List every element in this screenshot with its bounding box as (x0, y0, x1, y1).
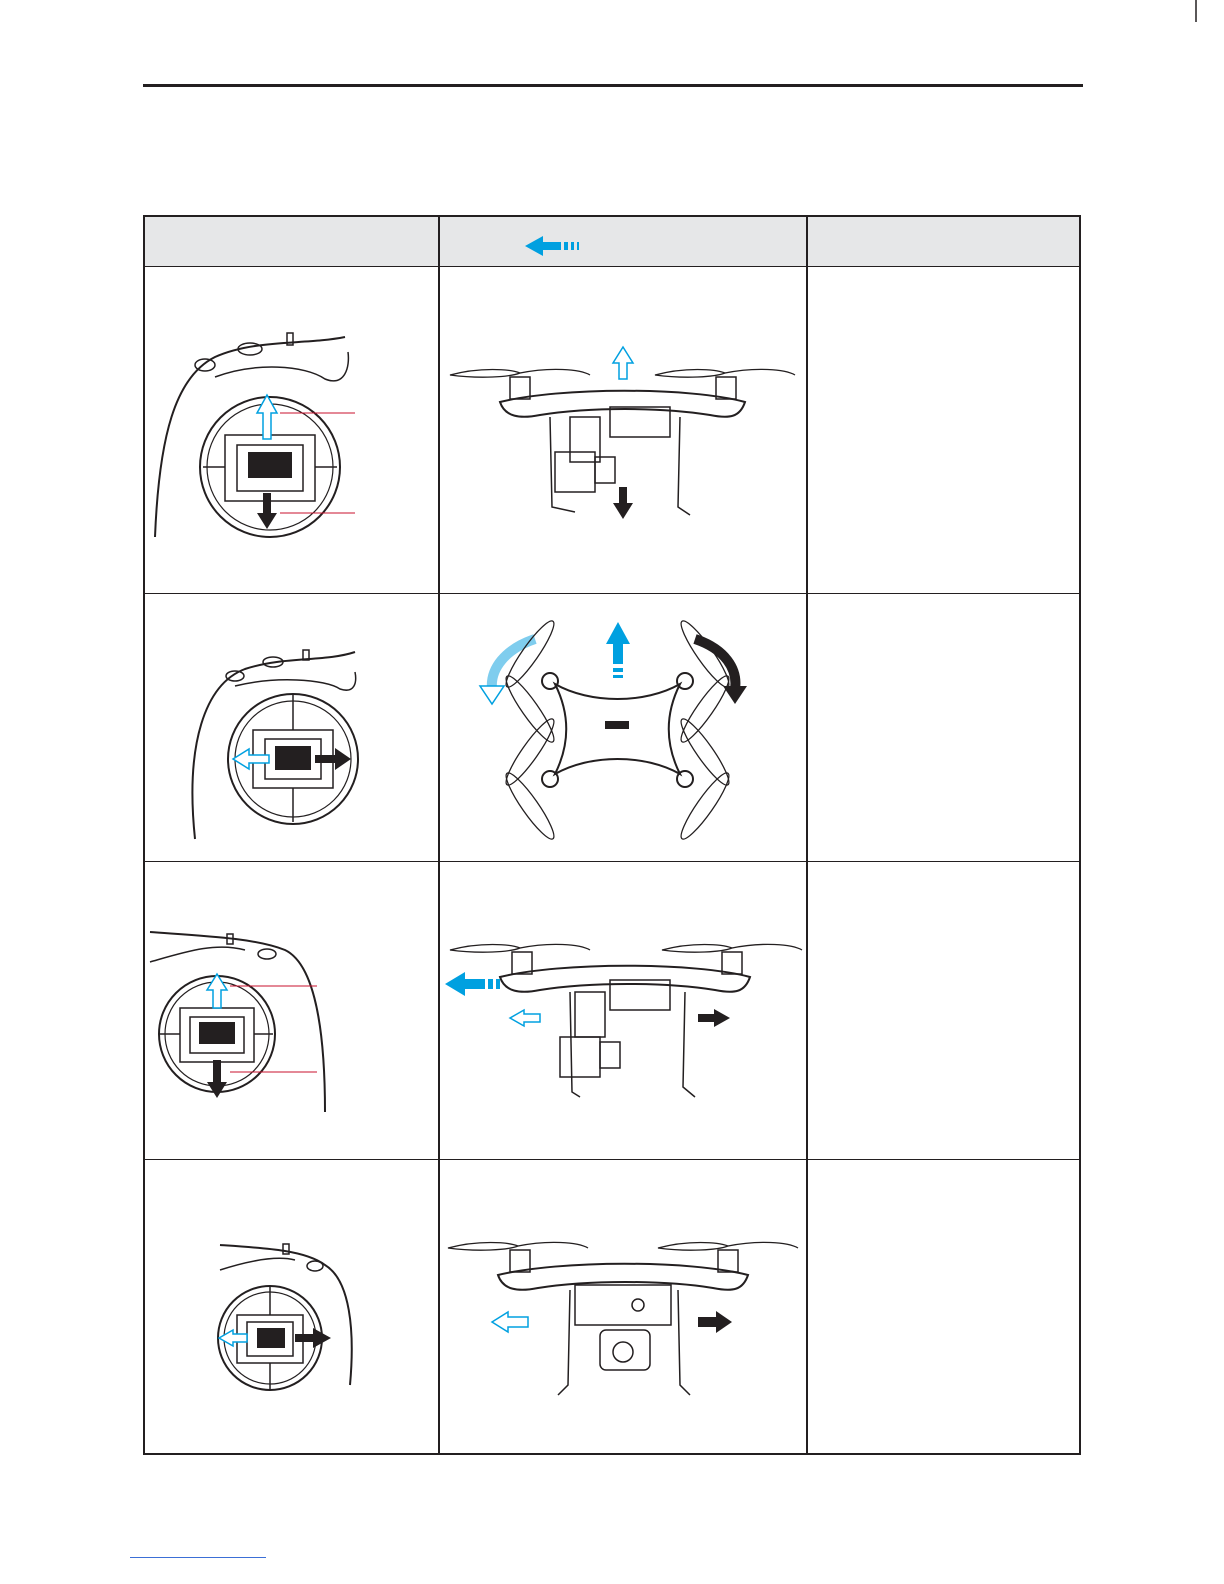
aircraft-ascend-illustration (440, 267, 806, 593)
footer-mark (130, 1557, 266, 1558)
table-row (145, 862, 1079, 1160)
header-rule (143, 84, 1083, 87)
remarks-cell (808, 1160, 1079, 1453)
stick-mode-table (143, 215, 1081, 1455)
left-stick-yaw-illustration (145, 594, 438, 861)
aircraft-forward-illustration (440, 862, 806, 1159)
table-row (145, 1160, 1079, 1453)
left-stick-throttle-illustration (145, 267, 438, 593)
right-stick-roll-illustration (145, 1160, 438, 1453)
remarks-cell (808, 267, 1079, 593)
remarks-cell (808, 594, 1079, 861)
aircraft-rotate-illustration (440, 594, 806, 861)
page-corner-mark (0, 0, 1224, 22)
nose-direction-arrow-icon (525, 235, 585, 257)
aircraft-roll-illustration (440, 1160, 806, 1453)
right-stick-pitch-illustration (145, 862, 438, 1159)
remarks-cell (808, 862, 1079, 1159)
table-row (145, 594, 1079, 862)
table-row (145, 267, 1079, 594)
table-header (145, 217, 1079, 267)
